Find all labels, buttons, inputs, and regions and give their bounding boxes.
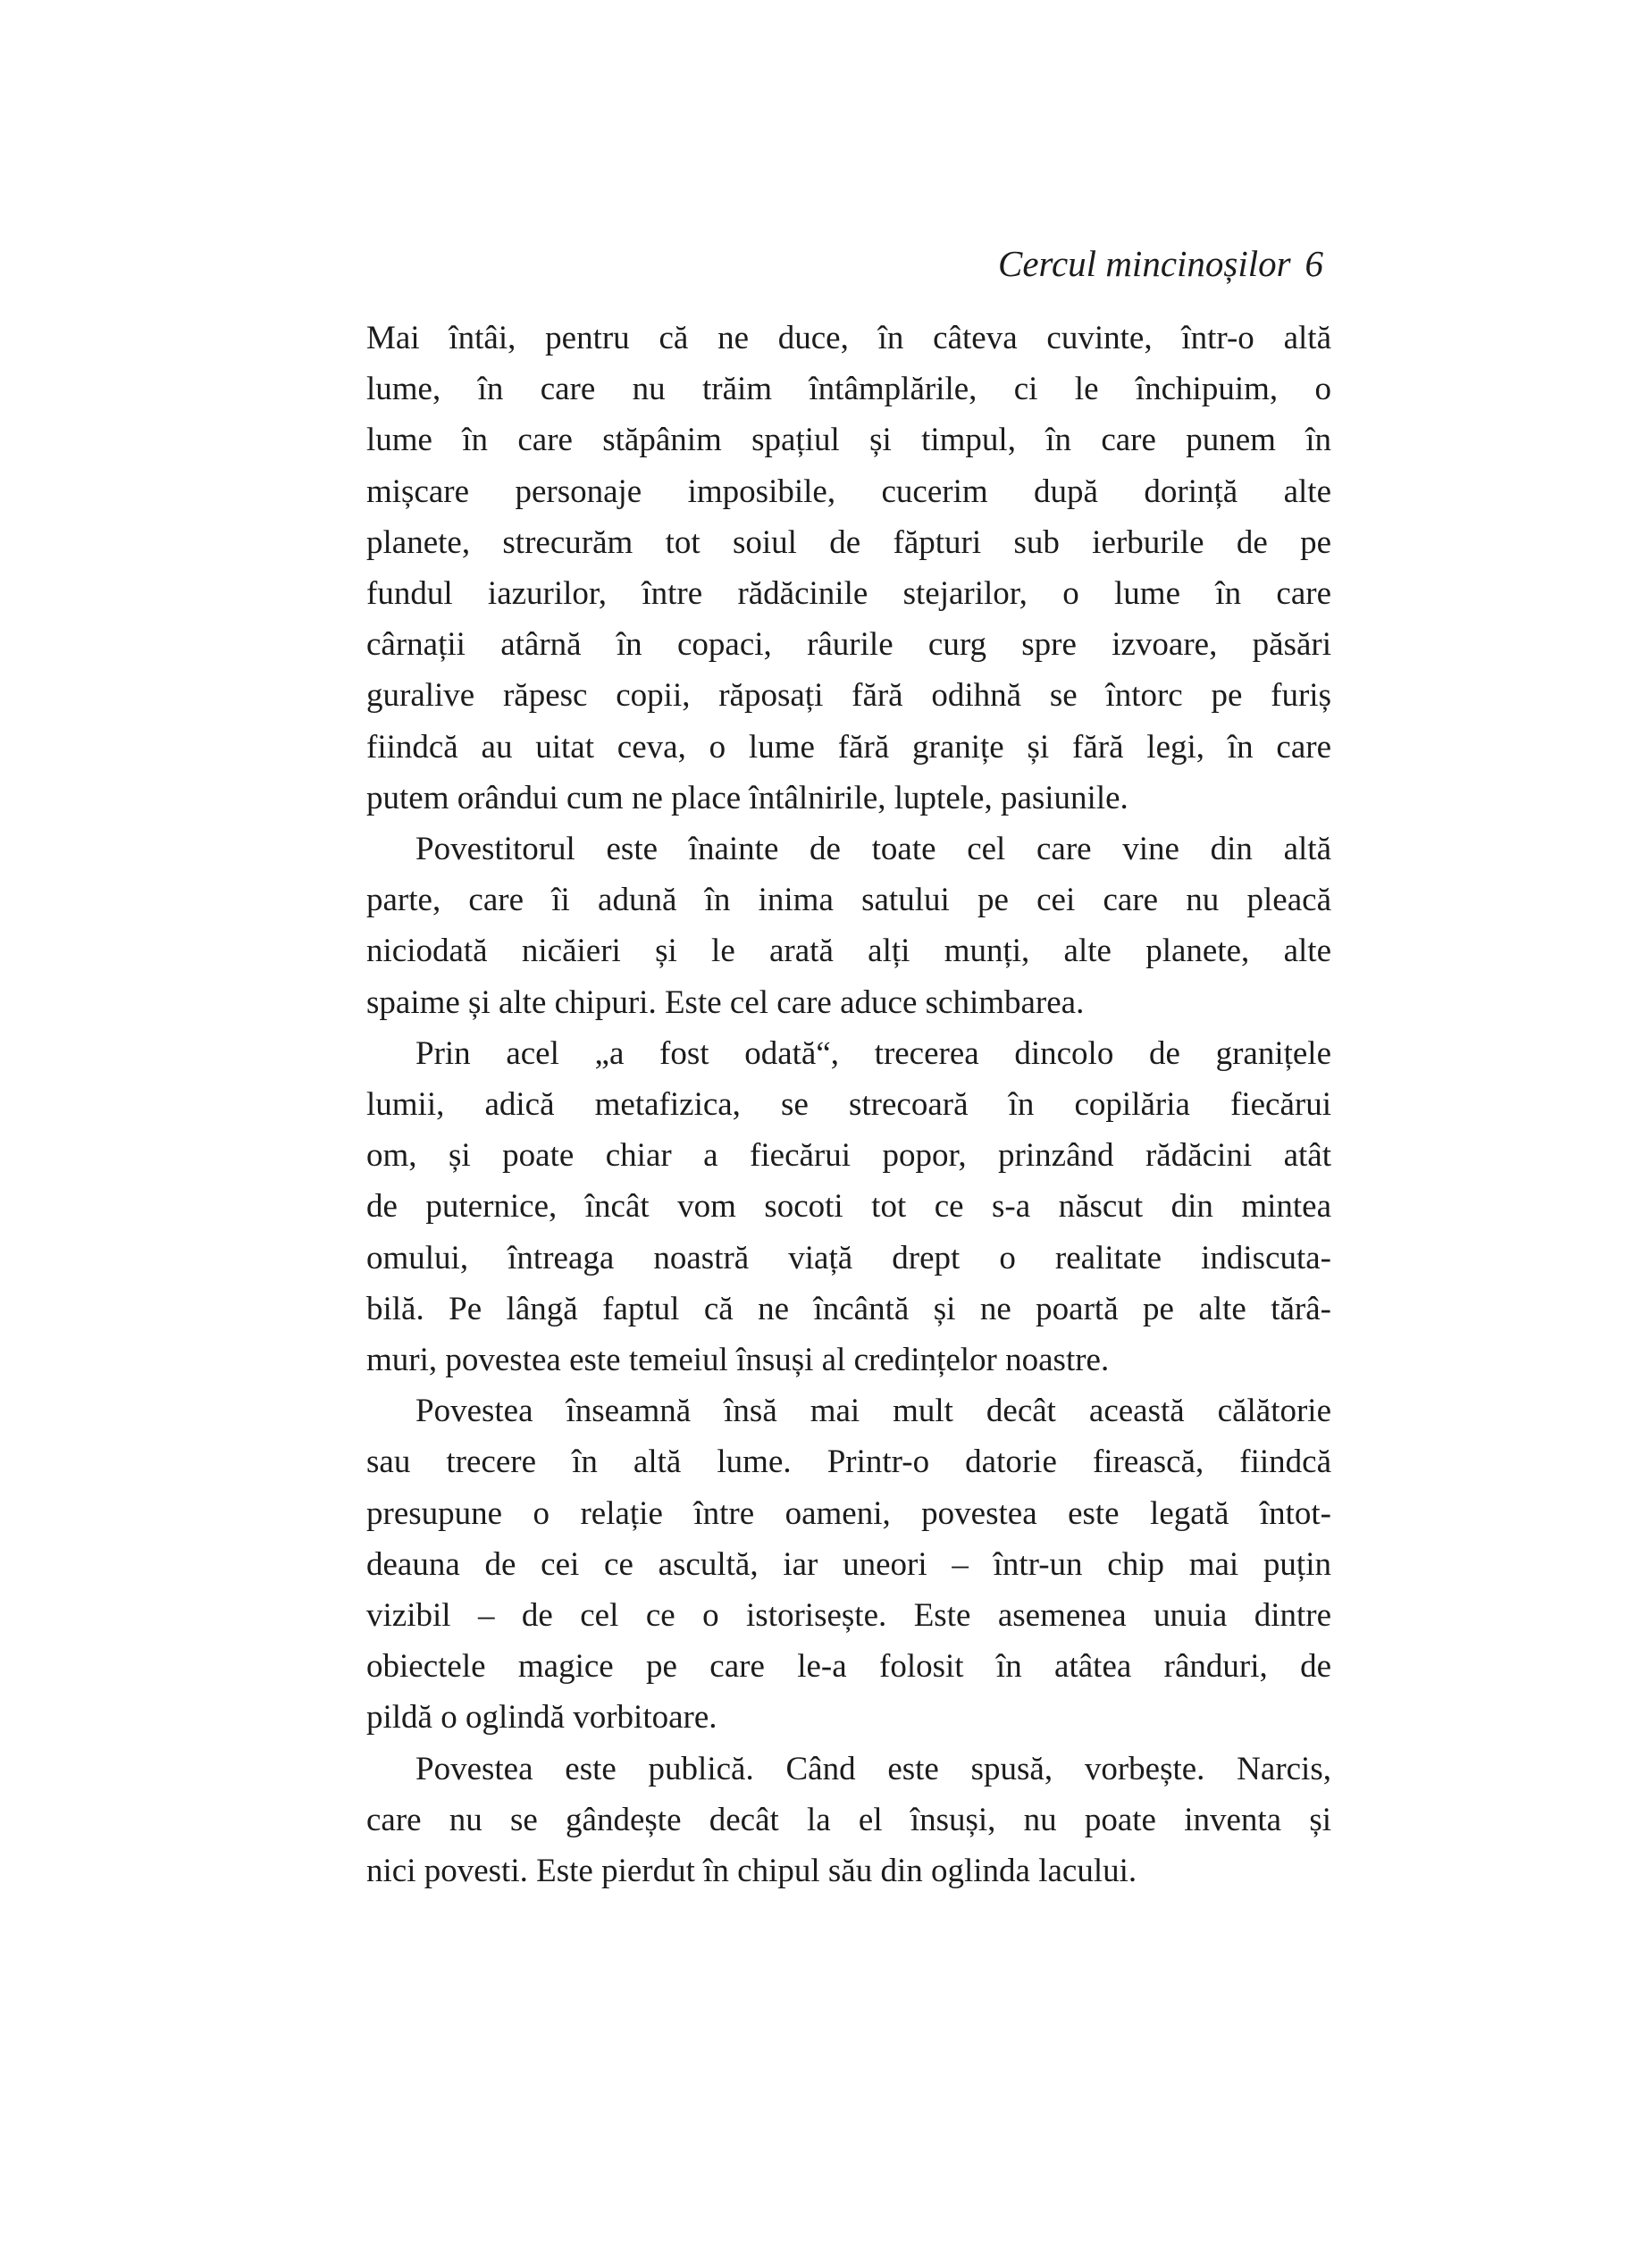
paragraph [366,313,1331,824]
text-line: vizibil – de cel ce o istorisește. Este asemenea unuia dintre [366,1597,1331,1635]
paragraph [366,824,1331,1028]
text-line: putem orândui cum ne place întâlnirile, luptele, pasiunile. [366,779,1128,816]
text-line: care nu se gândește decât la el însuși, nu poate inventa și [366,1801,1331,1838]
page-number: 6 [1305,243,1323,284]
text-line: planete, strecurăm tot soiul de făpturi sub ierburile de pe [366,523,1331,561]
text-line: Povestitorul este înainte de toate cel care vine din altă [415,831,1331,868]
text-line: fundul iazurilor, între rădăcinile stejarilor, o lume în care [366,575,1331,613]
text-line: lume, în care nu trăim întâmplările, ci le închipuim, o [366,371,1331,408]
text-line: Povestea este publică. Când este spusă, vorbește. Narcis, [415,1750,1331,1787]
text-block [366,313,1331,1896]
paragraph [366,1385,1331,1743]
text-line: pildă o oglindă vorbitoare. [366,1699,717,1737]
text-line: bilă. Pe lângă faptul că ne încântă și ne poartă pe alte tărâ- [366,1290,1331,1327]
text-line: presupune o relație între oameni, povestea este legată întot- [366,1494,1331,1532]
text-line: lumii, adică metafizica, se strecoară în copilăria fiecărui [366,1086,1331,1124]
text-line: om, și poate chiar a fiecărui popor, prinzând rădăcini atât [366,1137,1331,1175]
text-line: obiectele magice pe care le-a folosit în atâtea rânduri, de [366,1648,1331,1686]
paragraph [366,1744,1331,1897]
text-line: mișcare personaje imposibile, cucerim după dorință alte [366,473,1331,510]
text-line: spaime și alte chipuri. Este cel care aduce schimbarea. [366,983,1085,1021]
text-line: omului, întreaga noastră viață drept o realitate indiscuta- [366,1239,1331,1276]
running-title: Cercul mincinoșilor [998,243,1291,284]
text-line: parte, care îi adună în inima satului pe cei care nu pleacă [366,882,1331,919]
text-line: muri, povestea este temeiul însuși al credințelor noastre. [366,1342,1110,1379]
text-line: lume în care stăpânim spațiul și timpul, în care punem în [366,422,1331,459]
text-line: cârnații atârnă în copaci, râurile curg spre izvoare, păsări [366,626,1331,664]
text-line: guralive răpesc copii, răposați fără odihnă se întorc pe furiș [366,677,1331,715]
text-line: fiindcă au uitat ceva, o lume fără granițe și fără legi, în care [366,728,1331,766]
paragraph [366,1028,1331,1385]
text-line: Povestea înseamnă însă mai mult decât această călătorie [415,1393,1331,1430]
text-line: Mai întâi, pentru că ne duce, în câteva cuvinte, într-o altă [366,320,1331,356]
text-line: deauna de cei ce ascultă, iar uneori – într-un chip mai puțin [366,1545,1331,1583]
text-line: de puternice, încât vom socoti tot ce s-a născut din mintea [366,1188,1331,1226]
text-line: sau trecere în altă lume. Printr-o datorie firească, fiindcă [366,1444,1331,1481]
text-line: Prin acel „a fost odată“, trecerea dincolo de granițele [415,1034,1331,1072]
text-line: nici povesti. Este pierdut în chipul său din oglinda lacului. [366,1853,1137,1890]
text-line: niciodată nicăieri și le arată alți munți, alte planete, alte [366,933,1331,970]
running-header [998,241,1323,286]
